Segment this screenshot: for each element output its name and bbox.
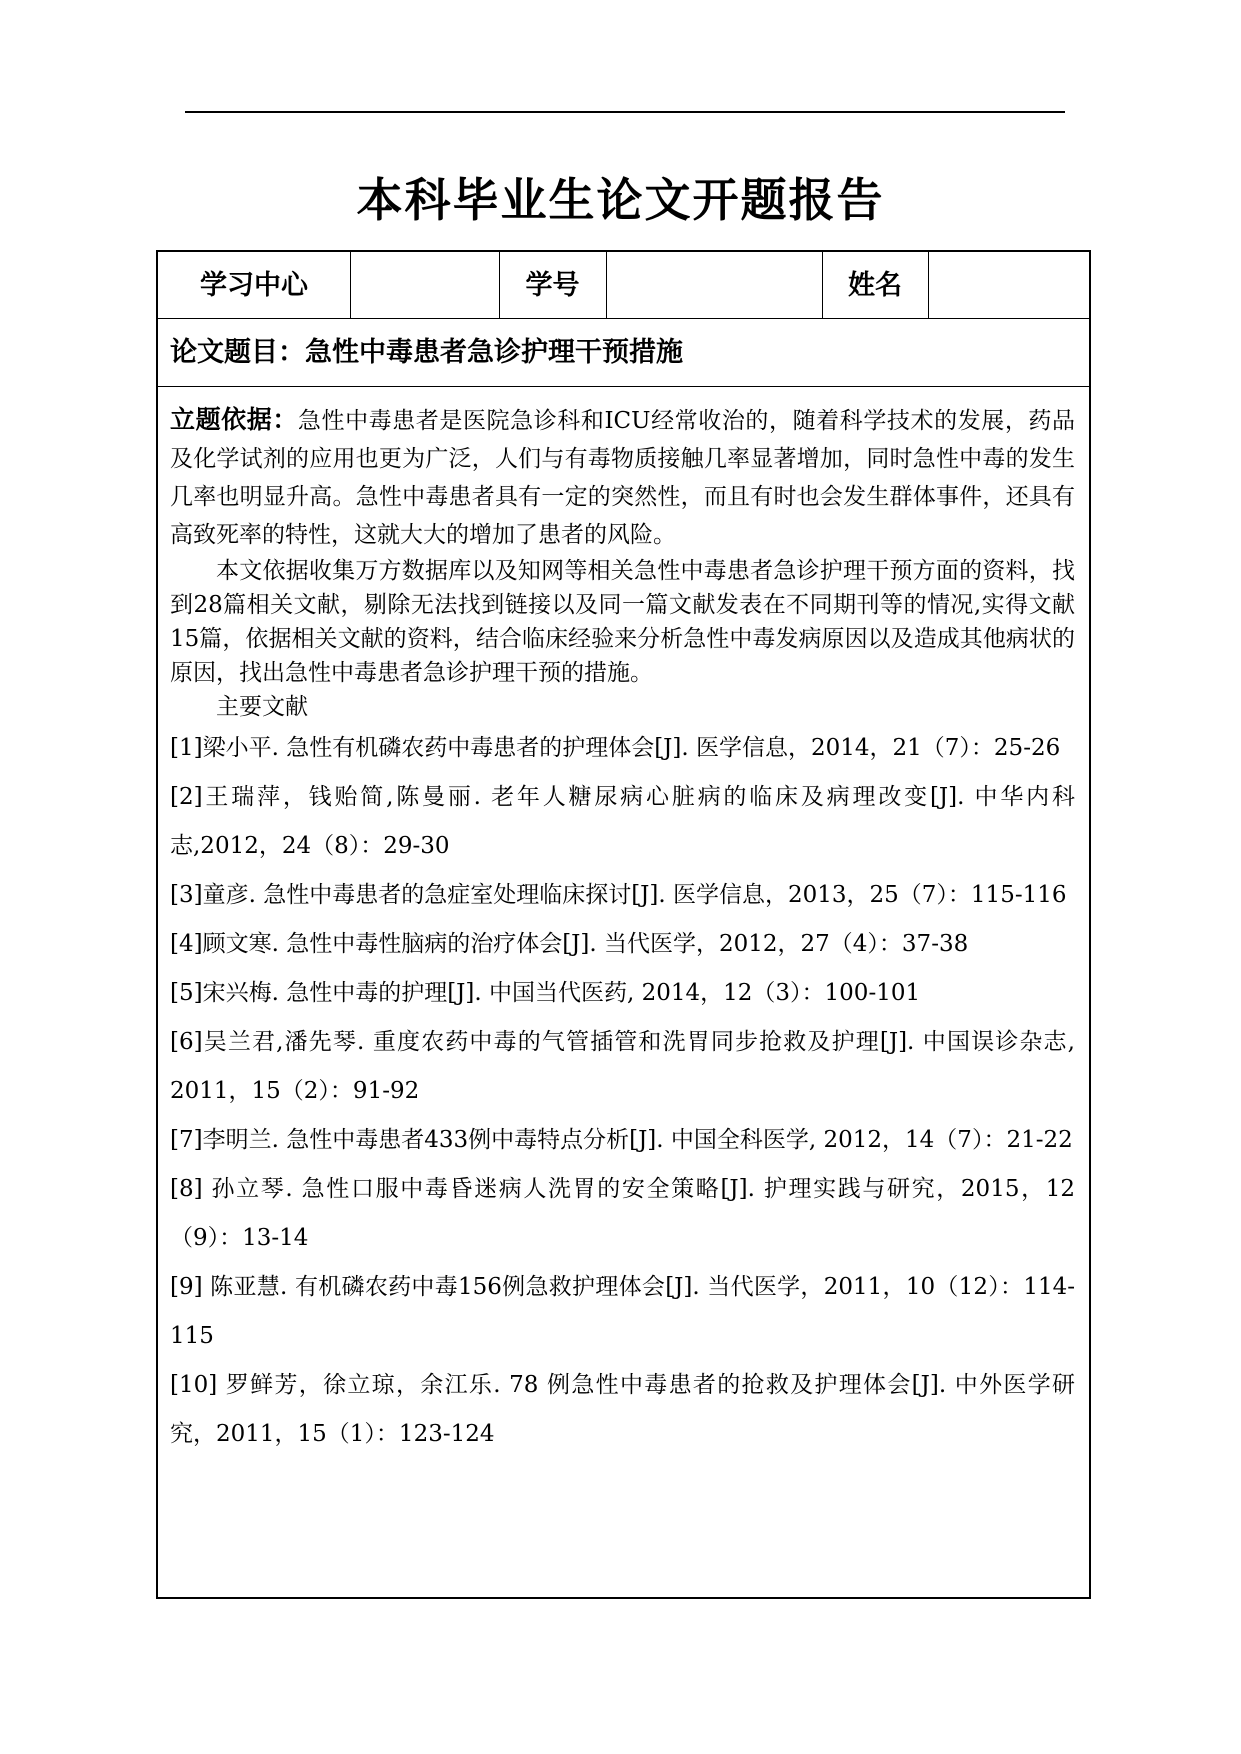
reference-item: [6]吴兰君,潘先琴. 重度农药中毒的气管插管和洗胃同步抢救及护理[J]. 中国误诊杂志, 2011，15（2）：91-92: [170, 1029, 1075, 1104]
reference-list: [170, 724, 1075, 1459]
thesis-topic: 论文题目：急性中毒患者急诊护理干预措施: [170, 337, 683, 368]
reference-item: [9] 陈亚慧. 有机磷农药中毒156例急救护理体会[J]. 当代医学，2011，10（12）：114-115: [170, 1274, 1075, 1349]
info-row: [158, 252, 1089, 319]
name-value[interactable]: [928, 252, 1089, 318]
name-label: 姓名: [848, 270, 902, 301]
proposal-form: [156, 250, 1091, 1599]
student-id-label: 学号: [525, 270, 580, 301]
references-heading: 主要文献: [216, 694, 308, 720]
reference-item: [4]顾文寒. 急性中毒性脑病的治疗体会[J]. 当代医学，2012，27（4）：37-38: [170, 931, 969, 957]
reference-item: [3]童彦. 急性中毒患者的急症室处理临床探讨[J]. 医学信息，2013，25（7）：115-116: [170, 882, 1067, 908]
student-id-value[interactable]: [606, 252, 822, 318]
basis-text: 急性中毒患者是医院急诊科和ICU经常收治的，随着科学技术的发展，药品及化学试剂的应用也更为广泛，人们与有毒物质接触几率显著增加，同时急性中毒的发生几率也明显升高。急性中毒患者具有一定的突然性，而且有时也会发生群体事件，还具有高致死率的特性，这就大大的增加了患者的风险。: [170, 408, 1075, 548]
learning-center-label: 学习中心: [200, 270, 308, 301]
reference-item: [10] 罗鲜芳，徐立琼，余江乐. 78 例急性中毒患者的抢救及护理体会[J]. 中外医学研究，2011，15（1）：123-124: [170, 1372, 1075, 1447]
reference-item: [5]宋兴梅. 急性中毒的护理[J]. 中国当代医药, 2014，12（3）：100-101: [170, 980, 921, 1006]
topic-row: [158, 319, 1089, 387]
basis-intro: [170, 401, 1075, 554]
basis-section: [170, 387, 1075, 1459]
document-title: 本科毕业生论文开题报告: [356, 173, 885, 227]
reference-item: [1]梁小平. 急性有机磷农药中毒患者的护理体会[J]. 医学信息，2014，21（7）：25-26: [170, 735, 1061, 761]
reference-item: [7]李明兰. 急性中毒患者433例中毒特点分析[J]. 中国全科医学, 2012，14（7）：21-22: [170, 1127, 1073, 1153]
basis-paragraph: 本文依据收集万方数据库以及知网等相关急性中毒患者急诊护理干预方面的资料，找到28篇相关文献，剔除无法找到链接以及同一篇文献发表在不同期刊等的情况,实得文献15篇，依据相关文献的资料，结合临床经验来分析急性中毒发病原因以及造成其他病状的原因，找出急性中毒患者急诊护理干预的措施。: [170, 558, 1075, 686]
basis-label: 立题依据：: [170, 405, 298, 434]
reference-item: [2]王瑞萍，钱贻简,陈曼丽. 老年人糖尿病心脏病的临床及病理改变[J]. 中华内科志,2012，24（8）：29-30: [170, 784, 1075, 859]
learning-center-value[interactable]: [350, 252, 499, 318]
reference-item: [8] 孙立琴. 急性口服中毒昏迷病人洗胃的安全策略[J]. 护理实践与研究，2015，12（9）：13-14: [170, 1176, 1075, 1251]
header-rule: [185, 111, 1065, 113]
